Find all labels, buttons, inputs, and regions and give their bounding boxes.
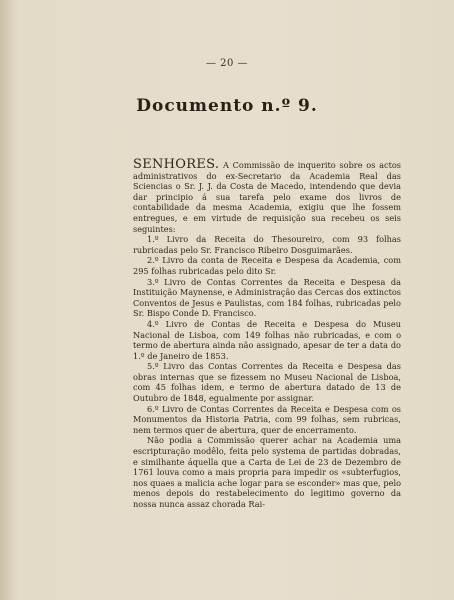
list-item-book-4: 4.º Livro de Contas de Receita e Despesa do Museu Nacional de Lisboa, com 149 folhas não rubricadas, e com o termo de abertura ainda não assignado, apesar de ter a data do 1.º de Janeiro de 1853. (133, 318, 401, 361)
list-item-book-1: 1.º Livro da Receita do Thesoureiro, com 93 folhas rubricadas pelo Sr. Francisco Ribeiro Dosguimarães. (133, 234, 401, 255)
paragraph-text: A Commissão de inquerito sobre os actos administrativos do ex-Secretario da Academia Real das Sciencias o Sr. J. J. da Costa de Macedo, intendendo que devia dar principio á sua tarefa pelo exame dos livros de contabilidade da mesma Academia, exigiu que lhe fossem entregues, e em virtude de requisição sua recebeu os seis seguintes: (133, 160, 401, 234)
paragraph-intro (133, 157, 401, 234)
list-item-book-3: 3.º Livro de Contas Correntes da Receita e Despesa da Instituição Maynense, e Administração das Cercas dos extinctos Conventos de Jesus e Paulistas, com 184 folhas, rubricadas pelo Sr. Bispo Conde D. Francisco. (133, 276, 401, 319)
document-title: Documento n.º 9. (136, 96, 318, 116)
list-item-book-6: 6.º Livro de Contas Correntes da Receita e Despesa com os Monumentos da Historia Patria, com 99 folhas, sem rubricas, nem termos quer de abertura, quer de encerramento. (133, 403, 401, 435)
document-body (133, 157, 401, 510)
list-item-book-2: 2.º Livro da conta de Receita e Despesa da Academia, com 295 folhas rubricadas pelo dito Sr. (133, 255, 401, 276)
list-item-book-5: 5.º Livro das Contas Correntes da Receita e Despesa das obras internas que se fizessem no Museu Nacional de Lisboa, com 45 folhas idem, e termo de abertura datado de 13 de Outubro de 1848, egualmente por assignar. (133, 361, 401, 404)
page-number: — 20 — (205, 58, 249, 69)
paragraph-closing: Não podia a Commissão querer achar na Academia uma escripturação modêlo, feita pelo systema de partidas dobradas, e similhante áquella que a Carta de Lei de 23 de Dezembro de 1761 louva como a mais propria para impedir os «subterfugios, nos quaes a malicia ache logar para se esconder» mas que, pelo menos depois do restabelecimento do legitimo governo da nossa nunca assaz chorada Rai- (133, 435, 401, 509)
salutation: SENHORES. (133, 157, 220, 172)
